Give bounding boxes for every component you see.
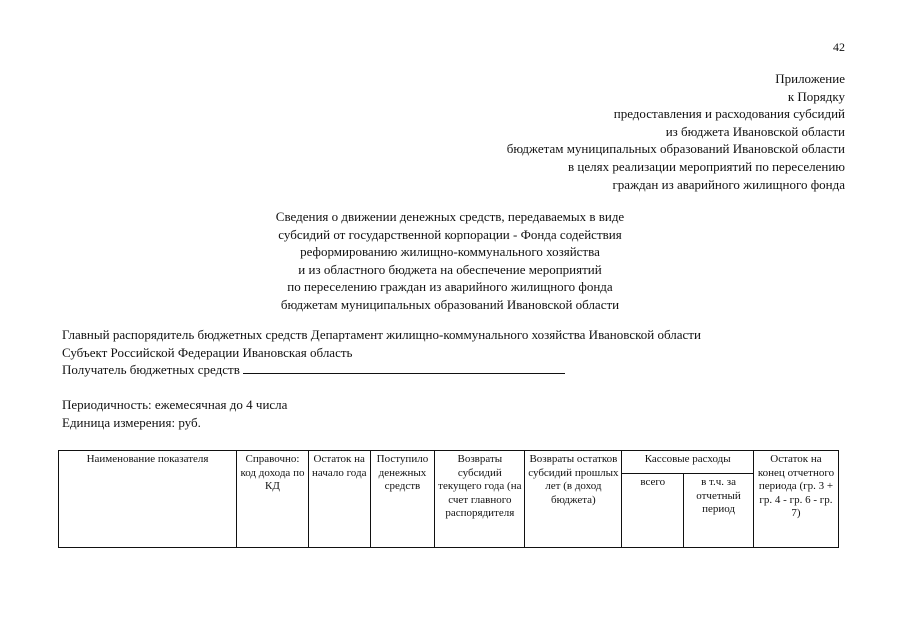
title-line: бюджетам муниципальных образований Ивановской области bbox=[280, 296, 620, 312]
appendix-line: бюджетам муниципальных образований Ивановской области bbox=[506, 141, 845, 157]
report-table bbox=[58, 450, 839, 548]
appendix-header bbox=[285, 70, 845, 193]
title-line: и из областного бюджета на обеспечение мероприятий bbox=[298, 261, 602, 277]
appendix-line: граждан из аварийного жилищного фонда bbox=[612, 176, 845, 192]
title-line: Сведения о движении денежных средств, передаваемых в виде bbox=[275, 209, 625, 224]
recipient-label: Получатель бюджетных средств bbox=[62, 362, 240, 378]
title-line: реформированию жилищно-коммунального хозяйства bbox=[300, 244, 600, 260]
recipient-blank bbox=[243, 361, 565, 374]
subject: Субъект Российской Федерации Ивановская область bbox=[62, 344, 353, 360]
header-closing: Остаток на конец отчетного периода (гр. 3 + гр. 4 - гр. 6 - гр. 7) bbox=[753, 451, 838, 548]
header-received: Поступило денежных средств bbox=[370, 451, 435, 548]
appendix-line: из бюджета Ивановской области bbox=[665, 123, 845, 139]
header-cash-period: в т.ч. за отчетный период bbox=[684, 474, 754, 548]
info-block bbox=[62, 326, 701, 379]
header-opening: Остаток на начало года bbox=[308, 451, 370, 548]
periodicity-block bbox=[62, 396, 287, 431]
header-code: Справочно: код дохода по КД bbox=[237, 451, 309, 548]
chief-manager: Главный распорядитель бюджетных средств Департамент жилищно-коммунального хозяйства Ивановской области bbox=[62, 327, 701, 342]
recipient-line bbox=[62, 361, 701, 379]
title-line: по переселению граждан из аварийного жилищного фонда bbox=[287, 279, 613, 295]
header-indicator: Наименование показателя bbox=[59, 451, 237, 548]
page-number: 42 bbox=[833, 40, 845, 54]
header-cash: Кассовые расходы bbox=[622, 451, 754, 474]
header-returns-current: Возвраты субсидий текущего года (на счет главного распорядителя bbox=[435, 451, 525, 548]
appendix-line: в целях реализации мероприятий по переселению bbox=[568, 158, 845, 174]
unit: Единица измерения: руб. bbox=[62, 414, 201, 430]
header-cash-total: всего bbox=[622, 474, 684, 548]
periodicity: Периодичность: ежемесячная до 4 числа bbox=[62, 397, 288, 412]
table-header-row bbox=[59, 451, 839, 474]
appendix-line: к Порядку bbox=[787, 88, 845, 104]
appendix-line: Приложение bbox=[775, 71, 845, 86]
title-line: субсидий от государственной корпорации - Фонда содействия bbox=[278, 226, 622, 242]
appendix-line: предоставления и расходования субсидий bbox=[613, 106, 845, 122]
document-title bbox=[200, 208, 700, 314]
header-returns-past: Возвраты остатков субсидий прошлых лет (в доход бюджета) bbox=[525, 451, 622, 548]
